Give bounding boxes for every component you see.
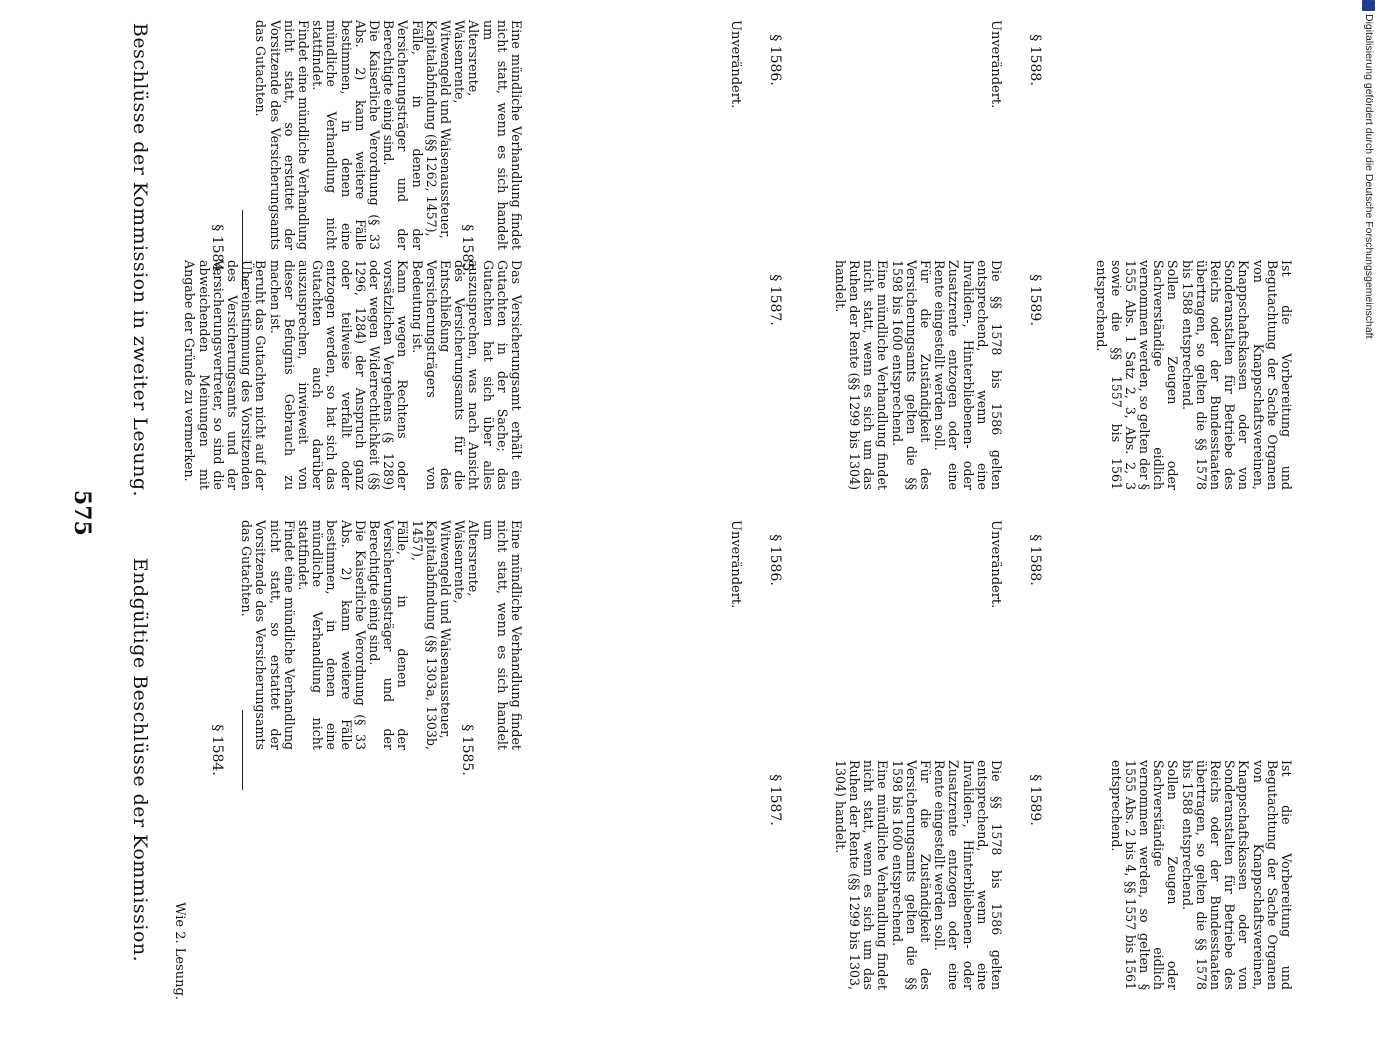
section-mark-1585: § 1585. [459,724,475,776]
section-text-1589: Ist die Vorbereitung und Begutachtung der Sache Organen von Knappschaftsvereinen, Knappschaftskassen oder von Sonderanstalten für Betriebe des Reichs oder der Bundesstaaten übertragen, so gelten die §§ 1578 bis 1588 entsprechend. Sollen Zeugen oder Sachverständige eidlich vernommen werden, so gelten der § 1555 Abs. 1 Satz 2, 3, Abs. 2, 3 sowie die §§ 1557 bis 1561 entsprechend. [1094,260,1294,490]
column-final-resolutions [0,500,1383,1040]
section-text-1585: Eine mündliche Verhandlung findet nicht statt, wenn es sich handelt um Altersrente, Waisenrente, Witwengeld und Waisenaussteuer, Kapitalabfindung (§§ 1303a, 1303b, 1457), Fälle, in denen der Versicherungsträger und der Berechtigte einig sind. Die Kaiserliche Verordnung (§ 33 Abs. 2) kann weitere Fälle bestimmen, in denen eine mündliche Verhandlung nicht stattfindet. Findet eine mündliche Verhandlung nicht statt, so erstattet der Vorsitzende des Versicherungsamts das Gutachten. [239,520,524,750]
section-text-1584: Das Versicherungsamt erhält ein Gutachten in der Sache; das Gutachten hat sich über alles auszusprechen, was nach Ansicht des Versicherungsamts für die Entschließung des Versicherungsträgers von Bedeutung ist. Kann wegen Rechtens oder vorsätzlichen Vergehens (§ 1289) oder wegen Widerrechtlichkeit (§§ 1296, 1284) der Anspruch ganz oder teilweise verfallt oder entzogen werden, so hat sich das Gutachten auch darüber auszusprechen, inwieweit von dieser Befugnis Gebrauch zu machen ist. Beruht das Gutachten nicht auf der Übereinstimmung des Vorsitzenden des Versicherungsamts und der Versicherungsvertreter, so sind die abweichenden Meinungen mit Angabe der Gründe zu vermerken. [182,260,524,490]
section-mark-1588: § 1588. [1027,34,1043,86]
section-mark-1587: § 1587. [767,274,783,326]
digitization-note: Digitalisierung gefördert durch die Deutsche Forschungsgemeinschaft [1363,14,1375,339]
section-text-1585: Eine mündliche Verhandlung findet nicht statt, wenn es sich handelt um Altersrente, Waisenrente, Witwengeld und Waisenaussteuer, Kapitalabfindung (§§ 1262, 1457), Fälle, in denen der Versicherungsträger und der Berechtigte einig sind. Die Kaiserliche Verordnung (§ 33 Abs. 2) kann weitere Fälle bestimmen, in denen eine mündliche Verhandlung nicht stattfindet. Findet eine mündliche Verhandlung nicht statt, so erstattet der Vorsitzende des Versicherungsamts das Gutachten. [253,20,524,250]
section-mark-1589: § 1589. [1027,274,1043,326]
section-mark-1586: § 1586. [767,34,783,86]
section-mark-1589: § 1589. [1027,774,1043,826]
section-mark-1587: § 1587. [767,774,783,826]
column-heading: Beschlüsse der Kommission in zweiter Lesung. [129,22,151,498]
section-text-1588: Unverändert. [988,520,1003,609]
digitization-footer [1361,0,1375,1000]
section-mark-1588: § 1588. [1027,534,1043,586]
column-heading: Endgültige Beschlüsse der Kommission. [129,557,151,963]
section-text-1586: Unverändert. [728,520,743,609]
section-text-1588: Unverändert. [988,20,1003,109]
section-text-1586: Unverändert. [728,20,743,109]
section-text-1587: Die §§ 1578 bis 1586 gelten entsprechend, wenn eine Invaliden-, Hinterbliebenen- oder Zusatzrente entzogen oder eine Rente eingestellt werden soll. Für die Zuständigkeit des Versicherungsamts gelten die §§ 1598 bis 1600 entsprechend. Eine mündliche Verhandlung findet nicht statt, wenn es sich um das Ruhen der Rente (§§ 1299 bis 1304) handelt. [832,260,1004,490]
section-mark-1584: § 1584. [209,724,225,776]
section-text-1589: Ist die Vorbereitung und Begutachtung der Sache Organen von Knappschaftsvereinen, Knappschaftskassen oder von Sonderanstalten für Betriebe des Reichs oder der Bundesstaaten übertragen, so gelten die §§ 1578 bis 1588 entsprechend. Sollen Zeugen oder Sachverständige eidlich vernommen werden, so gelten § 1555 Abs. 2 bis 4, §§ 1557 bis 1561 entsprechend. [1108,760,1294,990]
column-subheading: Wie 2. Lesung. [172,902,187,1000]
section-mark-1586: § 1586. [767,534,783,586]
section-mark-1585: § 1585. [459,224,475,276]
dfg-logo-icon [1362,0,1375,11]
page-number: 575 [69,490,95,536]
section-text-1587: Die §§ 1578 bis 1586 gelten entsprechend, wenn eine Invaliden-, Hinterbliebenen- oder Zusatzrente entzogen oder eine Rente eingestellt werden soll. Für die Zuständigkeit des Versicherungsamts gelten die §§ 1598 bis 1600 entsprechend. Eine mündliche Verhandlung findet nicht statt, wenn es sich um das Ruhen der Rente (§§ 1299 bis 1303, 1304) handelt. [832,760,1004,990]
section-mark-1584: § 1584. [209,224,225,276]
